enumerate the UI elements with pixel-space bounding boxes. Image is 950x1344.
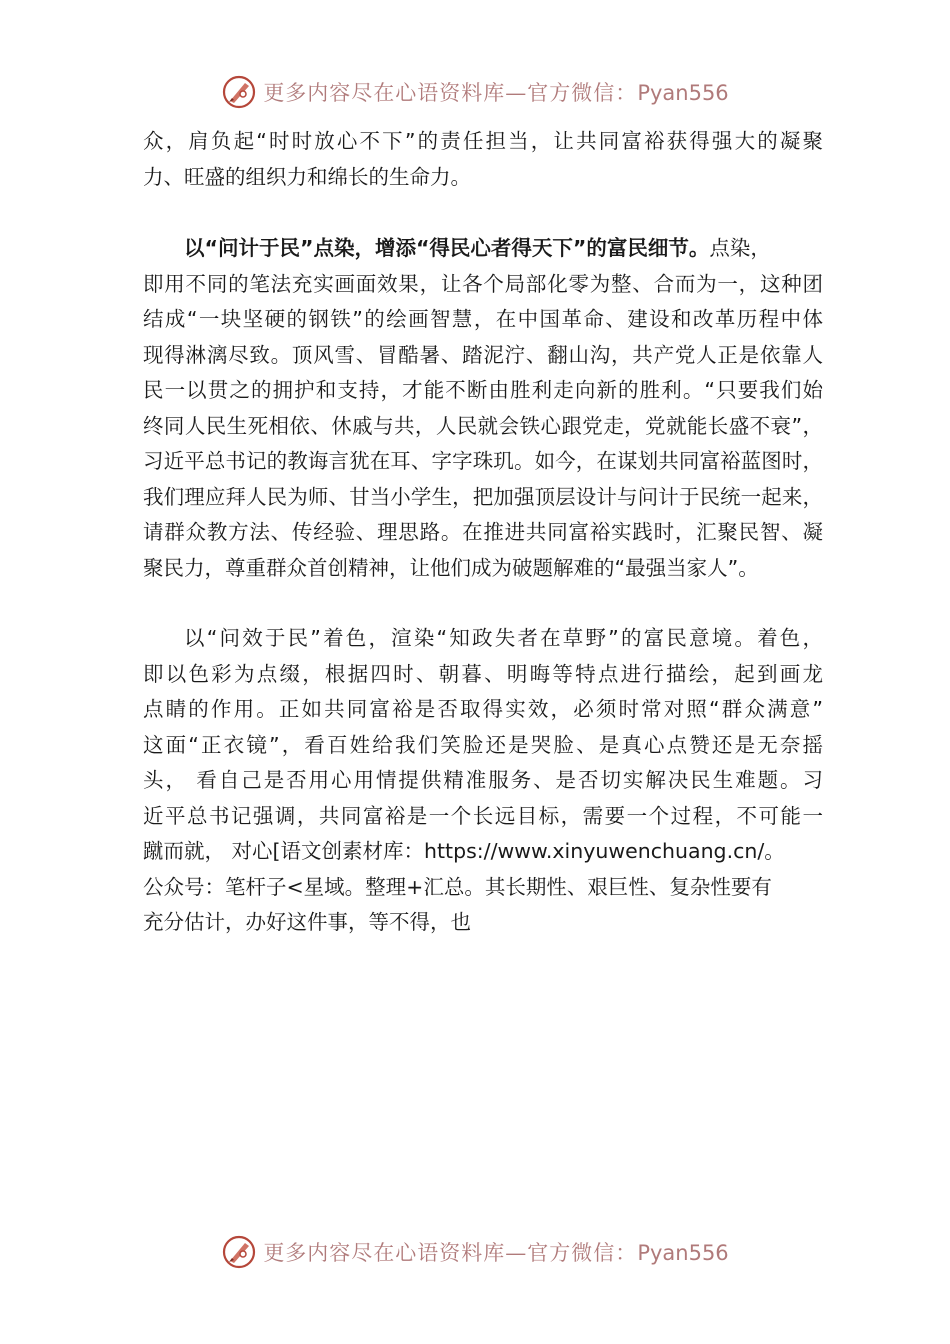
p1-line-2: 力、旺盛的组织力和绵长的生命力。 [143,164,471,189]
p2-line-5: 民一以贯之的拥护和支持，才能不断由胜利走向新的胜利。“只要我们始 [143,378,823,402]
p2-first-line-rest: 点染， [709,236,771,260]
p2-line-3: 结成“一块坚硬的钢铁”的绘画智慧，在中国革命、建设和改革历程中体 [143,307,823,331]
pen-logo-icon [221,74,257,110]
document-body [143,124,823,941]
banner-label: 更多内容尽在心语资料库—官方微信： [263,1241,638,1265]
p3-line-2: 即以色彩为点缀，根据四时、朝暮、明晦等特点进行描绘，起到画龙 [143,661,823,686]
banner-text [263,1237,728,1267]
footer-banner [0,1232,950,1272]
p2-line-8: 我们理应拜人民为师、甘当小学生，把加强顶层设计与问计于民统一起来， [143,484,823,509]
p3-line-1: 以“问效于民”着色，渲染“知政失者在草野”的富民意境。着色， [184,626,823,650]
paragraph-gap [143,586,823,621]
p3-line-8: 公众号：笔杆子<星域。整理+汇总。其长期性、艰巨性、复杂性要有 [143,874,772,899]
p3-line-3: 点睛的作用。正如共同富裕是否取得实效，必须时常对照“群众满意” [143,697,823,721]
p3-line-9: 充分估计，办好这件事，等不得，也 [143,910,471,934]
p2-line-7: 习近平总书记的教诲言犹在耳、字字珠玑。如今，在谋划共同富裕蓝图时， [143,449,823,473]
p3-line-7: 蹴而就， 对心[语文创素材库：https://www.xinyuwenchuang.cn/。 [143,839,785,863]
p2-heading: 以“问计于民”点染，增添“得民心者得天下”的富民细节。 [184,236,710,260]
p1-line-1: 众，肩负起“时时放心不下”的责任担当，让共同富裕获得强大的凝聚 [143,129,823,153]
paragraph-gap [143,195,823,231]
banner-text [263,77,728,107]
wechat-id: Pyan556 [637,81,729,105]
pen-logo-icon [221,1234,257,1270]
banner-label: 更多内容尽在心语资料库—官方微信： [263,81,638,105]
p3-line-5: 头， 看自己是否用心用情提供精准服务、是否切实解决民生难题。习 [143,768,823,792]
p2-line-10: 聚民力，尊重群众首创精神，让他们成为破题解难的“最强当家人”。 [143,555,759,580]
p3-line-4: 这面“正衣镜”，看百姓给我们笑脸还是哭脸、是真心点赞还是无奈摇 [143,732,823,757]
header-banner [0,72,950,112]
p3-line-6: 近平总书记强调，共同富裕是一个长远目标，需要一个过程，不可能一 [143,803,823,828]
wechat-id: Pyan556 [637,1241,729,1265]
p2-line-2: 即用不同的笔法充实画面效果，让各个局部化零为整、合而为一，这种团 [143,271,823,296]
p2-line-6: 终同人民生死相依、休戚与共，人民就会铁心跟党走，党就能长盛不衰”， [143,413,823,438]
p2-line-1 [143,231,823,267]
p2-line-9: 请群众教方法、传经验、理思路。在推进共同富裕实践时，汇聚民智、凝 [143,520,823,544]
p2-line-4: 现得淋漓尽致。顶风雪、冒酷暑、踏泥泞、翻山沟，共产党人正是依靠人 [143,342,823,367]
